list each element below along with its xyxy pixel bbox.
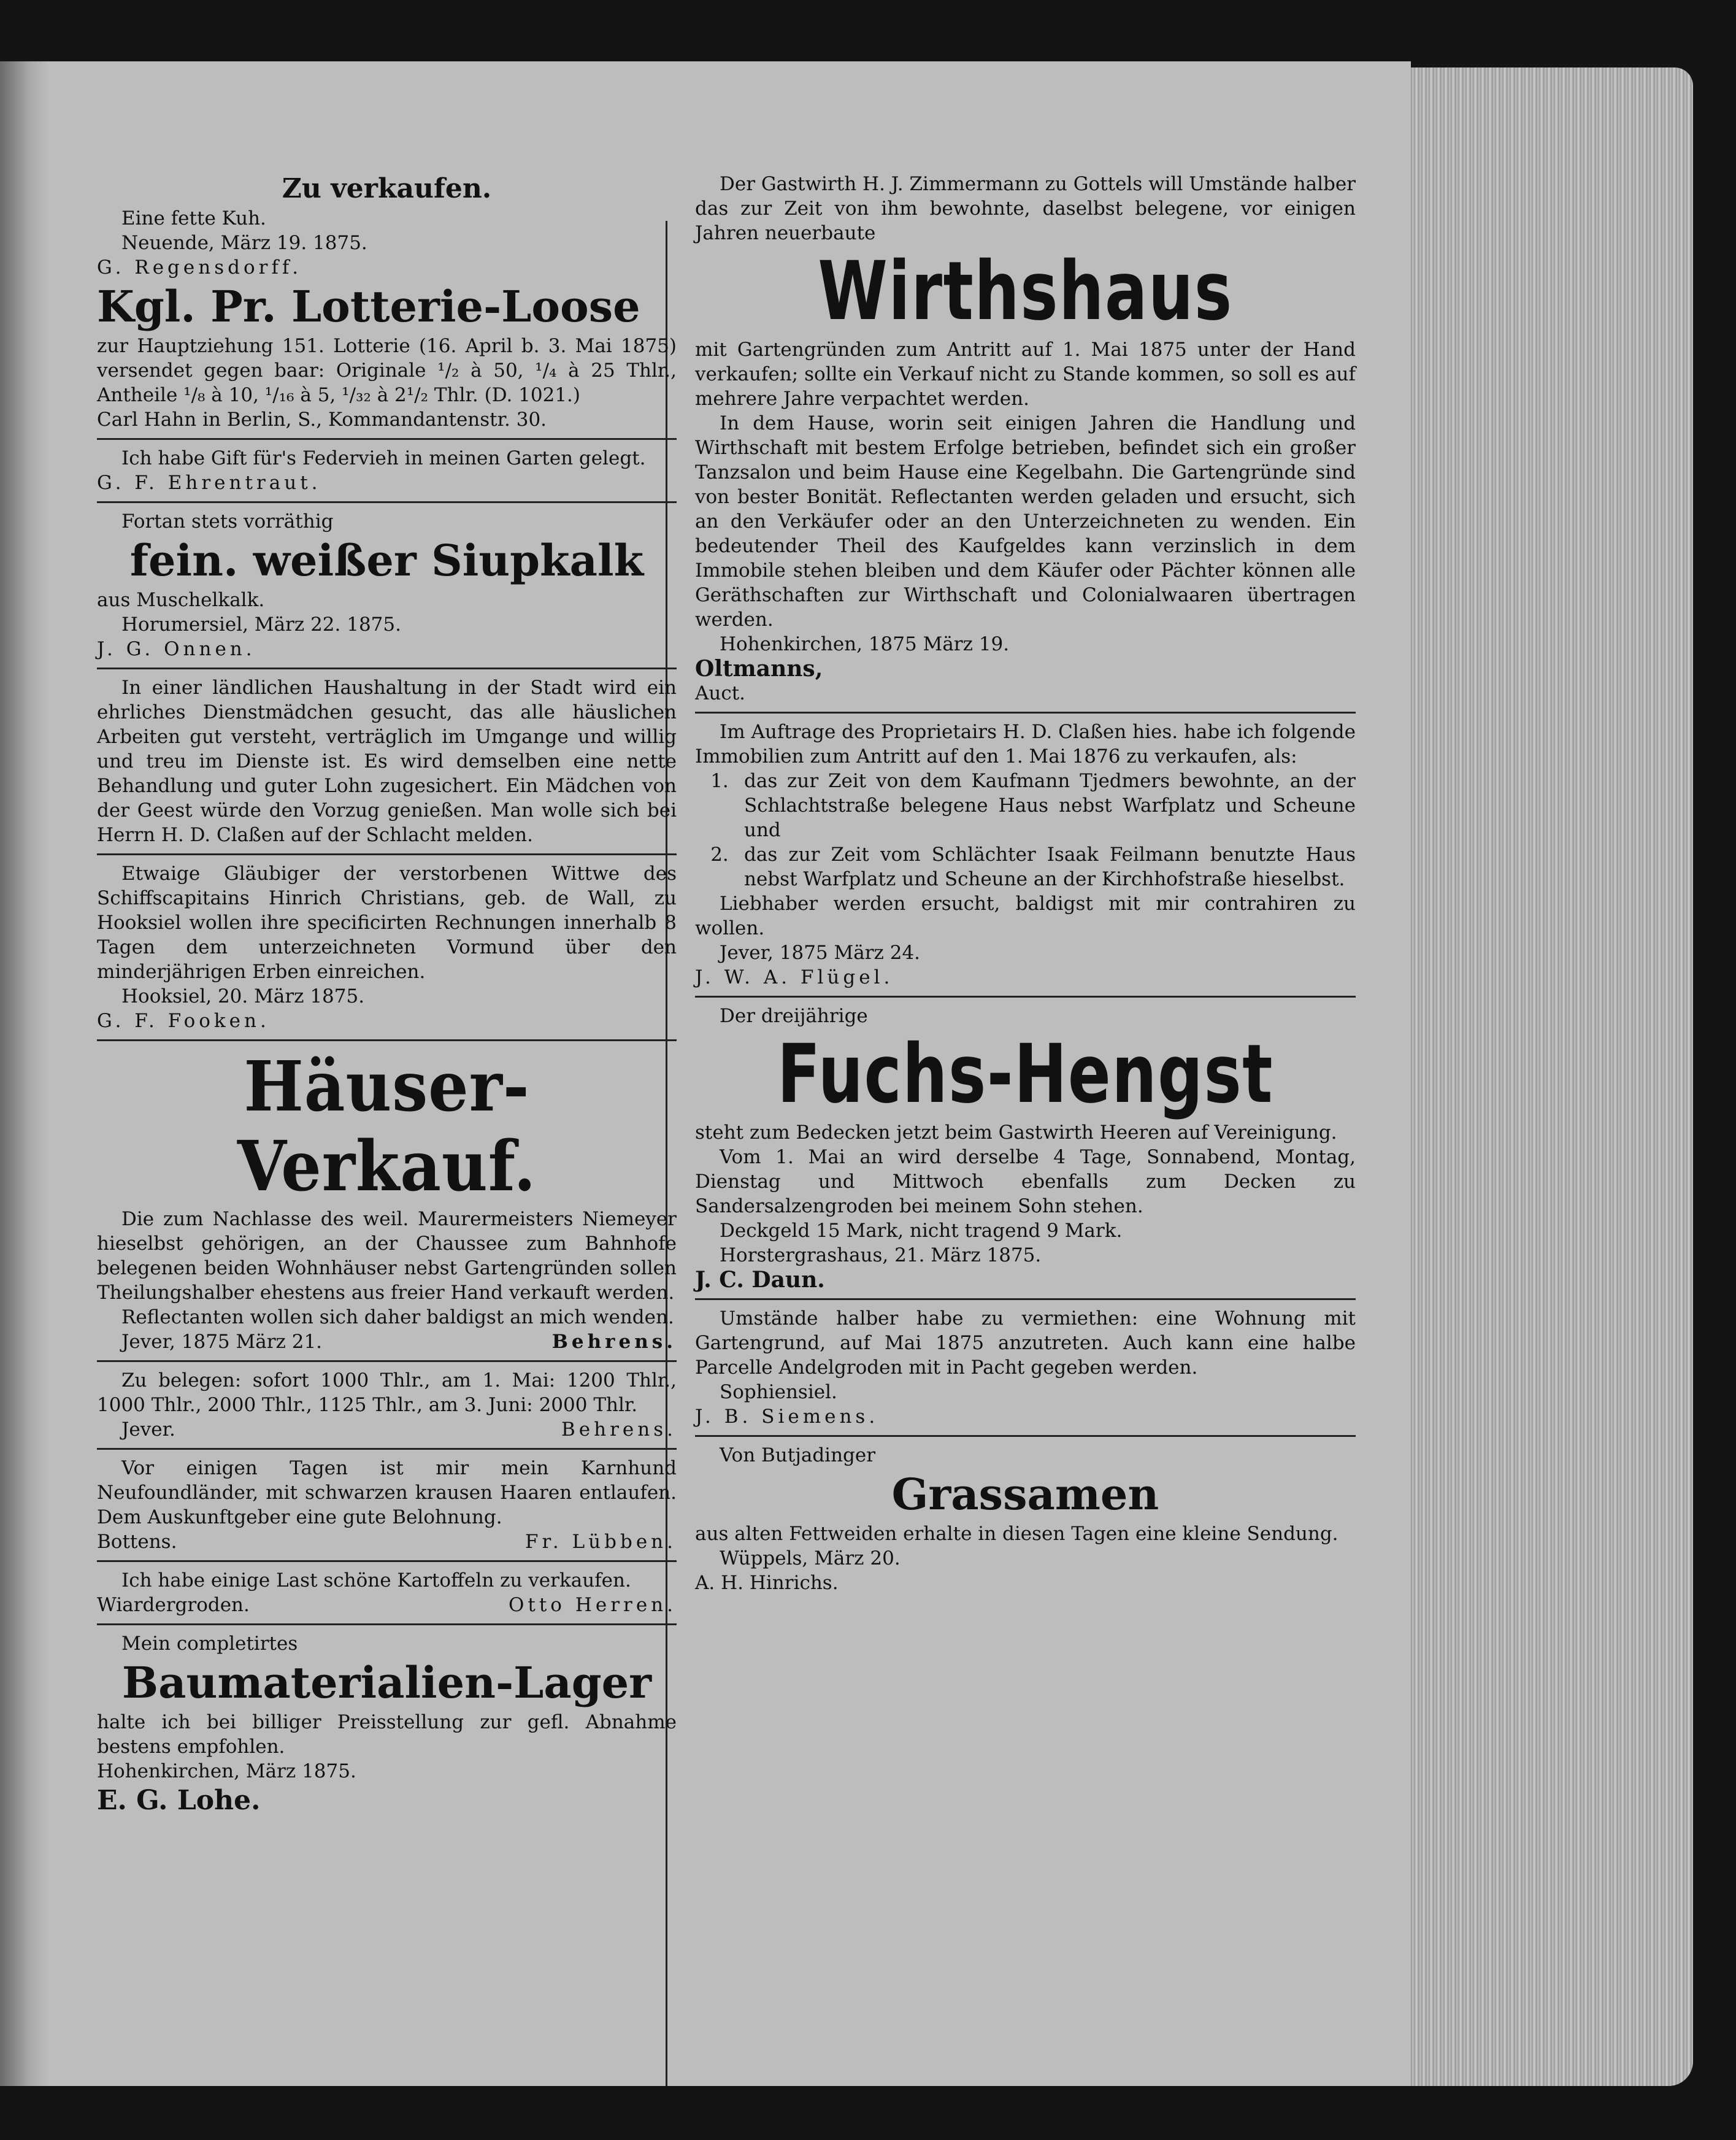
ad-pre: Mein completirtes [121, 1633, 298, 1655]
ad-wirthshaus [695, 172, 1356, 706]
list-text: das zur Zeit von dem Kaufmann Tjedmers bewohnte, an der Schlachtstraße belegene Haus nebst Warfplatz und Scheune und [744, 770, 1356, 841]
ad-glaeubiger [97, 861, 677, 1033]
separator [97, 1448, 677, 1450]
ad-body: Ich habe einige Last schöne Kartoffeln zu verkaufen. [121, 1569, 631, 1592]
ad-place: Wiardergroden. [97, 1594, 250, 1616]
ad-signature: J. C. Daun. [695, 1267, 825, 1293]
ad-body: Deckgeld 15 Mark, nicht tragend 9 Mark. [720, 1220, 1123, 1242]
ad-footer [97, 1530, 677, 1554]
ad-date: Hooksiel, 20. März 1875. [121, 985, 365, 1007]
ad-fuchs-hengst [695, 1004, 1356, 1292]
ad-immobilien [695, 720, 1356, 990]
ad-signature-title: Auct. [695, 682, 746, 704]
ad-body: Im Auftrage des Proprietairs H. D. Claßen hies. habe ich folgende Immobilien zum Antritt auf den 1. Mai 1876 zu verkaufen, als: [695, 721, 1356, 768]
ad-karnhund [97, 1456, 677, 1554]
separator [695, 1435, 1356, 1437]
list-item [695, 842, 1356, 891]
separator [97, 1623, 677, 1625]
ad-signature: J. B. Siemens. [695, 1406, 879, 1428]
ad-baumaterialien [97, 1631, 677, 1818]
ad-body: Vor einigen Tagen ist mir mein Karnhund Neufoundländer, mit schwarzen krausen Haaren entlaufen. Dem Auskunftgeber eine gute Belohnung. [97, 1457, 677, 1528]
ad-line: Neuende, März 19. 1875. [121, 232, 367, 254]
ad-body: In dem Hause, worin seit einigen Jahren die Handlung und Wirthschaft mit bestem Erfolge betrieben, befindet sich ein großer Tanzsalon und beim Hause eine Kegelbahn. Die Gartengründe sind von bester Bonität. Reflectanten werden geladen und ersucht, sich an den Verkäufer oder an den Unterzeichneten zu wenden. Ein bedeutender Theil des Kaufgeldes kann verzinslich in dem Immobile stehen bleiben und dem Käufer oder Pächter können alle Geräthschaften zur Wirthschaft und Colonialwaaren übertragen werden. [695, 412, 1356, 631]
ad-line: aus Muschelkalk. [97, 589, 265, 611]
list-number: 2. [710, 844, 729, 866]
ad-signature: Oltmanns, [695, 656, 823, 682]
separator [695, 712, 1356, 714]
ad-signature: E. G. Lohe. [97, 1785, 261, 1816]
book-spine-shadow [0, 61, 49, 2086]
ad-signature: Behrens. [551, 1331, 677, 1353]
separator [97, 1039, 677, 1041]
ad-title: Kgl. Pr. Lotterie-Loose [97, 281, 640, 332]
ad-wohnung [695, 1306, 1356, 1429]
ad-date: Horstergrashaus, 21. März 1875. [720, 1244, 1042, 1266]
list-number: 1. [710, 770, 729, 792]
right-column [695, 172, 1356, 1595]
ad-body: Liebhaber werden ersucht, baldigst mit mir contrahiren zu wollen. [695, 893, 1356, 939]
ad-signature: A. H. Hinrichs. [695, 1572, 839, 1594]
page-edges [1411, 67, 1693, 2086]
ad-kartoffeln [97, 1568, 677, 1617]
ad-place: Sophiensiel. [720, 1381, 837, 1403]
ad-title: Fuchs-Hengst [777, 1027, 1274, 1122]
ad-signature: G. F. Fooken. [97, 1010, 270, 1032]
ad-title: Wirthshaus [818, 244, 1233, 339]
ad-body: Die zum Nachlasse des weil. Maurermeisters Niemeyer hieselbst gehörigen, an der Chaussee zum Bahnhofe belegenen beiden Wohnhäuser nebst Gartengründen sollen Theilungshalber ehestens aus freier Hand verkauft werden. [97, 1208, 677, 1304]
ad-date: Wüppels, März 20. [720, 1547, 901, 1569]
separator [695, 1298, 1356, 1300]
list-item [695, 769, 1356, 842]
ad-signature: Behrens. [561, 1418, 677, 1441]
ad-grassamen [695, 1443, 1356, 1595]
ad-title: fein. weißer Siupkalk [129, 535, 644, 586]
ad-body: aus alten Fettweiden erhalte in diesen Tagen eine kleine Sendung. [695, 1523, 1338, 1545]
ad-title: Zu verkaufen. [282, 173, 492, 204]
ad-pre: Von Butjadinger [720, 1444, 876, 1466]
separator [97, 1360, 677, 1362]
ad-footer [97, 1330, 677, 1354]
ad-body: Reflectanten wollen sich daher baldigst an mich wenden. [121, 1306, 674, 1328]
ad-lotterie [97, 280, 677, 432]
ad-body: Umstände halber habe zu vermiethen: eine Wohnung mit Gartengrund, auf Mai 1875 anzutreten. Auch kann eine halbe Parcelle Andelgroden mit in Pacht gegeben werden. [695, 1307, 1356, 1379]
ad-signature: J. W. A. Flügel. [695, 966, 894, 988]
ad-body: halte ich bei billiger Preisstellung zur gefl. Abnahme bestens empfohlen. [97, 1711, 677, 1758]
newspaper-page [49, 61, 1411, 2086]
ad-title: Baumaterialien-Lager [121, 1657, 652, 1708]
ad-kalk [97, 509, 677, 661]
ad-dienstmaedchen [97, 675, 677, 847]
ad-footer [97, 1417, 677, 1442]
ad-body: Ich habe Gift für's Federvieh in meinen Garten gelegt. [121, 447, 646, 469]
ad-body: Zu belegen: sofort 1000 Thlr., am 1. Mai: 1200 Thlr., 1000 Thlr., 2000 Thlr., 1125 Thlr., am 3. Juni: 2000 Thlr. [97, 1369, 677, 1416]
ad-body: steht zum Bedecken jetzt beim Gastwirth Heeren auf Vereinigung. [695, 1122, 1337, 1144]
ad-signature: J. G. Onnen. [97, 638, 256, 660]
ad-signature: Otto Herren. [508, 1594, 677, 1616]
ad-place: Jever. [121, 1418, 175, 1441]
ad-body: Etwaige Gläubiger der verstorbenen Wittwe des Schiffscapitains Hinrich Christians, geb. de Wall, zu Hooksiel wollen ihre specificirten Rechnungen innerhalb 8 Tagen dem unterzeichneten Vormund über den minderjährigen Erben einreichen. [97, 863, 677, 983]
separator [97, 668, 677, 669]
separator [97, 438, 677, 440]
ad-line: Eine fette Kuh. [121, 207, 266, 229]
ad-body: zur Hauptziehung 151. Lotterie (16. April b. 3. Mai 1875) versendet gegen baar: Originale ¹/₂ à 50, ¹/₄ à 25 Thlr., Antheile ¹/₈ à 10, ¹/₁₆ à 5, ¹/₃₂ à 2¹/₂ Thlr. (D. 1021.) [97, 335, 677, 406]
ad-haeuser-verkauf [97, 1047, 677, 1354]
ad-zu-verkaufen [97, 172, 677, 280]
ad-belegen [97, 1368, 677, 1442]
separator [695, 996, 1356, 998]
ad-title: Häuser-Verkauf. [237, 1047, 537, 1207]
ad-place: Bottens. [97, 1531, 177, 1553]
list-text: das zur Zeit vom Schlächter Isaak Feilmann benutzte Haus nebst Warfplatz und Scheune an der Kirchhofstraße hieselbst. [744, 844, 1356, 890]
ad-date: Hohenkirchen, März 1875. [97, 1760, 356, 1782]
ad-pre: Der dreijährige [720, 1005, 868, 1027]
ad-body: Vom 1. Mai an wird derselbe 4 Tage, Sonnabend, Montag, Dienstag und Mittwoch ebenfalls zum Decken zu Sandersalzengroden bei meinem Sohn stehen. [695, 1146, 1356, 1217]
separator [97, 501, 677, 503]
ad-date: Hohenkirchen, 1875 März 19. [720, 633, 1010, 655]
separator [97, 853, 677, 855]
separator [97, 1560, 677, 1562]
left-column [97, 172, 677, 1818]
ad-body: In einer ländlichen Haushaltung in der Stadt wird ein ehrliches Dienstmädchen gesucht, das alle häuslichen Arbeiten gut versteht, verträglich im Umgange und willig und treu im Dienste ist. Es wird demselben eine nette Behandlung und guter Lohn zugesichert. Ein Mädchen von der Geest würde den Vorzug genießen. Man wolle sich bei Herrn H. D. Claßen auf der Schlacht melden. [97, 677, 677, 846]
ad-date: Jever, 1875 März 24. [720, 942, 921, 964]
ad-date: Jever, 1875 März 21. [121, 1331, 323, 1353]
ad-body: mit Gartengründen zum Antritt auf 1. Mai 1875 unter der Hand verkaufen; sollte ein Verkauf nicht zu Stande kommen, so soll es auf mehrere Jahre verpachtet werden. [695, 339, 1356, 410]
ad-footer [97, 1593, 677, 1617]
ad-signature: G. F. Ehrentraut. [97, 472, 321, 494]
ad-title: Grassamen [891, 1469, 1159, 1520]
ad-gift [97, 446, 677, 495]
ad-body: Der Gastwirth H. J. Zimmermann zu Gottels will Umstände halber das zur Zeit von ihm bewohnte, daselbst belegene, vor einigen Jahren neuerbaute [695, 173, 1356, 244]
ad-pre: Fortan stets vorräthig [121, 510, 334, 533]
ad-line: Horumersiel, März 22. 1875. [121, 614, 401, 636]
ad-line: Carl Hahn in Berlin, S., Kommandantenstr. 30. [97, 409, 547, 431]
ad-signature: G. Regensdorff. [97, 256, 302, 279]
ad-signature: Fr. Lübben. [524, 1531, 677, 1553]
